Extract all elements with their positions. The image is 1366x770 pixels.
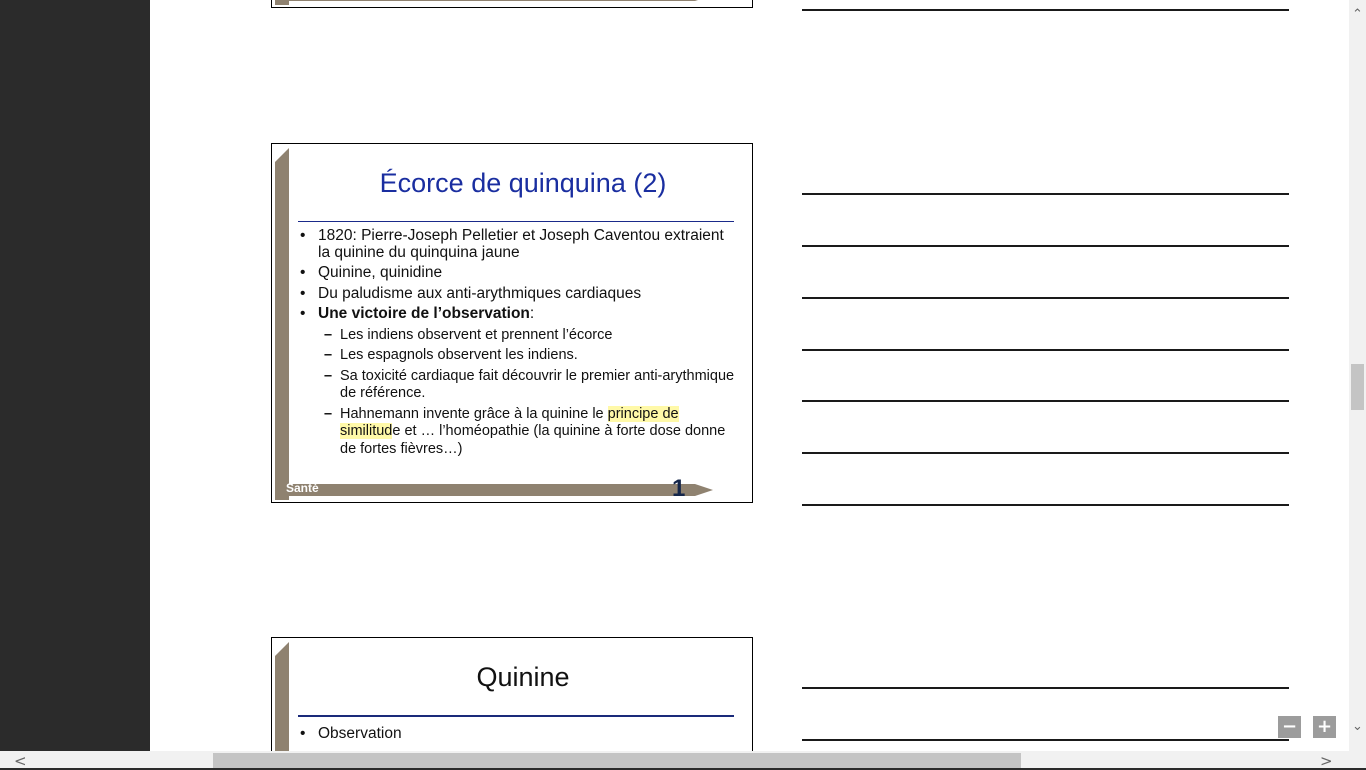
bullet-item: [300, 306, 736, 323]
horizontal-scrollbar[interactable]: [0, 751, 1349, 768]
highlighted-text[interactable]: principe de similitud: [340, 405, 679, 439]
sub-bullet-text: e et … l’homéopathie (la quinine à forte dose donne de fortes fièvres…): [340, 423, 726, 457]
slide-previous: [271, 0, 753, 8]
sub-bullet-item: – Les espagnols observent les indiens.: [300, 347, 736, 365]
title-rule: [298, 715, 734, 717]
bullet-item: • Observation: [300, 726, 736, 743]
sub-bullet-text: Hahnemann invente grâce à la quinine le: [340, 405, 608, 422]
notes-line: [802, 504, 1289, 506]
scroll-down-icon[interactable]: ⌄: [1352, 719, 1363, 734]
vertical-scroll-thumb[interactable]: [1351, 364, 1364, 410]
sub-bullet-item: [300, 406, 736, 459]
notes-line: [802, 297, 1289, 299]
document-page: [150, 0, 1349, 768]
slide-number: 1: [672, 475, 686, 502]
slide-footer: Santé: [286, 481, 319, 495]
notes-line: [802, 687, 1289, 689]
bullet-bold-text: Une victoire de l’observation: [318, 305, 530, 322]
scroll-left-icon[interactable]: <: [14, 752, 27, 770]
bullet-colon: :: [529, 305, 535, 322]
slide-title: Quinine: [476, 662, 570, 692]
notes-line: [802, 193, 1289, 195]
bullet-item: • Du paludisme aux anti-arythmiques cardiaques: [300, 286, 736, 303]
sub-bullet-item: – Sa toxicité cardiaque fait découvrir le premier anti-arythmique de référence.: [300, 368, 736, 403]
slide-bullet-list: [300, 228, 736, 461]
viewer-left-gutter: [0, 0, 150, 768]
bullet-item: • 1820: Pierre-Joseph Pelletier et Joseph Caventou extraient la quinine du quinquina jaune: [300, 228, 736, 261]
notes-line: [802, 245, 1289, 247]
notes-line: [802, 739, 1289, 741]
notes-line: [802, 9, 1289, 11]
slide-title: Écorce de quinquina (2): [379, 168, 667, 198]
slide-quinine: [271, 637, 753, 768]
zoom-out-button[interactable]: −: [1278, 716, 1301, 738]
slide-frame-decoration: [275, 484, 695, 496]
scroll-up-icon[interactable]: ⌃: [1352, 7, 1363, 22]
title-rule: [298, 221, 734, 222]
notes-line: [802, 452, 1289, 454]
vertical-scrollbar[interactable]: [1349, 0, 1366, 768]
slide-ecorce-de-quinquina-2: [271, 143, 753, 503]
notes-line: [802, 349, 1289, 351]
slide-bullet-list: [300, 726, 736, 747]
horizontal-scroll-thumb[interactable]: [213, 753, 1021, 768]
scrollbar-corner: [1349, 751, 1366, 768]
zoom-in-button[interactable]: +: [1313, 716, 1336, 738]
bullet-item: • Quinine, quinidine: [300, 265, 736, 282]
slide-frame-decoration: [275, 162, 289, 500]
notes-line: [802, 400, 1289, 402]
scroll-right-icon[interactable]: >: [1320, 752, 1333, 770]
sub-bullet-item: – Les indiens observent et prennent l’écorce: [300, 327, 736, 345]
